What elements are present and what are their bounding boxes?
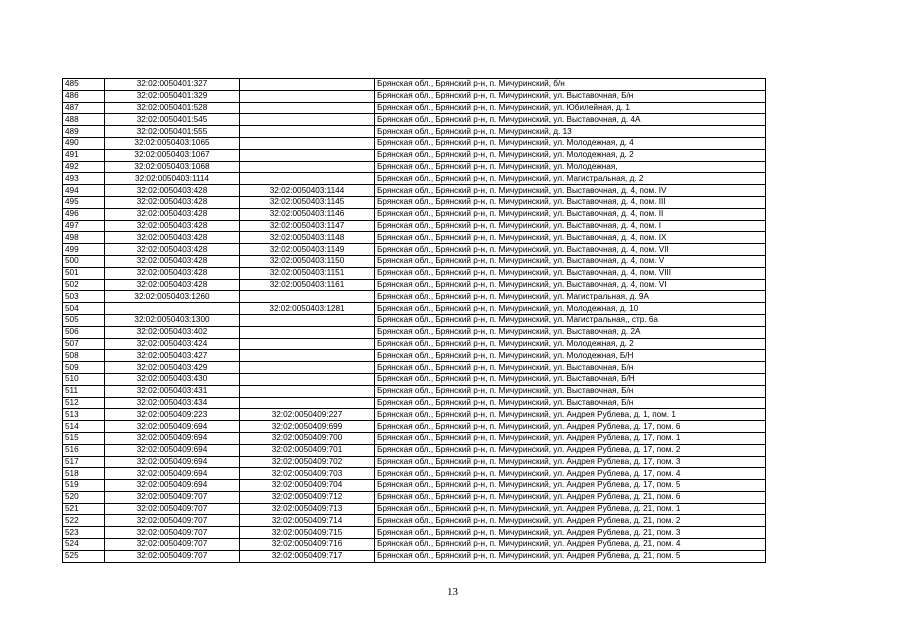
address-cell: Брянская обл., Брянский р-н, п. Мичуринский, ул. Выставочная, Б/н — [375, 385, 766, 397]
sub-object-number-cell — [240, 397, 375, 409]
table-row — [63, 149, 766, 161]
sub-object-number-cell — [240, 326, 375, 338]
address-cell: Брянская обл., Брянский р-н, п. Мичуринский, ул. Выставочная, Б/н — [375, 90, 766, 102]
sub-object-number-cell: 32:02:0050409:717 — [240, 550, 375, 562]
row-number-cell: 506 — [63, 326, 105, 338]
sub-object-number-cell — [240, 90, 375, 102]
sub-object-number-cell: 32:02:0050409:716 — [240, 539, 375, 551]
address-cell: Брянская обл., Брянский р-н, п. Мичуринский, ул. Андрея Рублева, д. 21, пом. 3 — [375, 527, 766, 539]
row-number-cell: 525 — [63, 550, 105, 562]
cadastral-number-cell: 32:02:0050403:429 — [105, 362, 240, 374]
table-row — [63, 409, 766, 421]
table-row — [63, 503, 766, 515]
sub-object-number-cell — [240, 126, 375, 138]
cadastral-number-cell: 32:02:0050403:428 — [105, 208, 240, 220]
cadastral-number-cell: 32:02:0050409:694 — [105, 468, 240, 480]
sub-object-number-cell: 32:02:0050409:701 — [240, 444, 375, 456]
address-cell: Брянская обл., Брянский р-н, п. Мичуринский, ул. Выставочная, д. 4, пом. IV — [375, 185, 766, 197]
property-registry-table — [62, 78, 766, 563]
address-cell: Брянская обл., Брянский р-н, п. Мичуринский, ул. Андрея Рублева, д. 21, пом. 5 — [375, 550, 766, 562]
table-row — [63, 373, 766, 385]
row-number-cell: 494 — [63, 185, 105, 197]
sub-object-number-cell: 32:02:0050409:712 — [240, 491, 375, 503]
address-cell: Брянская обл., Брянский р-н, п. Мичуринский, ул. Андрея Рублева, д. 21, пом. 4 — [375, 539, 766, 551]
table-row — [63, 432, 766, 444]
sub-object-number-cell: 32:02:0050403:1147 — [240, 220, 375, 232]
row-number-cell: 504 — [63, 303, 105, 315]
address-cell: Брянская обл., Брянский р-н, п. Мичуринский, ул. Выставочная, д. 4, пом. IX — [375, 232, 766, 244]
table-row — [63, 185, 766, 197]
address-cell: Брянская обл., Брянский р-н, п. Мичуринский, ул. Магистральная,, стр. 6а — [375, 314, 766, 326]
address-cell: Брянская обл., Брянский р-н, п. Мичуринский, ул. Андрея Рублева, д. 17, пом. 6 — [375, 421, 766, 433]
sub-object-number-cell: 32:02:0050403:1149 — [240, 244, 375, 256]
table-row — [63, 232, 766, 244]
address-cell: Брянская обл., Брянский р-н, п. Мичуринский, ул. Молодежная, д. 2 — [375, 338, 766, 350]
sub-object-number-cell: 32:02:0050409:227 — [240, 409, 375, 421]
sub-object-number-cell: 32:02:0050409:702 — [240, 456, 375, 468]
sub-object-number-cell: 32:02:0050409:700 — [240, 432, 375, 444]
row-number-cell: 491 — [63, 149, 105, 161]
sub-object-number-cell — [240, 173, 375, 185]
cadastral-number-cell: 32:02:0050403:428 — [105, 220, 240, 232]
cadastral-number-cell: 32:02:0050403:402 — [105, 326, 240, 338]
address-cell: Брянская обл., Брянский р-н, п. Мичуринский, ул. Молодежная, д. 10 — [375, 303, 766, 315]
row-number-cell: 508 — [63, 350, 105, 362]
cadastral-number-cell: 32:02:0050409:223 — [105, 409, 240, 421]
sub-object-number-cell — [240, 137, 375, 149]
table-row — [63, 421, 766, 433]
cadastral-number-cell: 32:02:0050401:327 — [105, 79, 240, 91]
cadastral-number-cell: 32:02:0050403:427 — [105, 350, 240, 362]
table-row — [63, 326, 766, 338]
address-cell: Брянская обл., Брянский р-н, п. Мичуринский, ул. Выставочная, д. 4, пом. VII — [375, 244, 766, 256]
row-number-cell: 498 — [63, 232, 105, 244]
sub-object-number-cell: 32:02:0050403:1146 — [240, 208, 375, 220]
sub-object-number-cell: 32:02:0050403:1148 — [240, 232, 375, 244]
table-row — [63, 255, 766, 267]
row-number-cell: 517 — [63, 456, 105, 468]
table-row — [63, 350, 766, 362]
address-cell: Брянская обл., Брянский р-н, п. Мичуринский, ул. Юбилейная, д. 1 — [375, 102, 766, 114]
table-row — [63, 208, 766, 220]
row-number-cell: 514 — [63, 421, 105, 433]
sub-object-number-cell: 32:02:0050403:1161 — [240, 279, 375, 291]
cadastral-number-cell: 32:02:0050403:428 — [105, 185, 240, 197]
address-cell: Брянская обл., Брянский р-н, п. Мичуринский, ул. Андрея Рублева, д. 21, пом. 2 — [375, 515, 766, 527]
cadastral-number-cell: 32:02:0050403:1260 — [105, 291, 240, 303]
cadastral-number-cell: 32:02:0050409:707 — [105, 491, 240, 503]
sub-object-number-cell — [240, 362, 375, 374]
table-row — [63, 385, 766, 397]
sub-object-number-cell: 32:02:0050403:1281 — [240, 303, 375, 315]
table-row — [63, 515, 766, 527]
table-row — [63, 114, 766, 126]
address-cell: Брянская обл., Брянский р-н, п. Мичуринский, б/н — [375, 79, 766, 91]
cadastral-number-cell: 32:02:0050403:1068 — [105, 161, 240, 173]
cadastral-number-cell: 32:02:0050403:428 — [105, 279, 240, 291]
address-cell: Брянская обл., Брянский р-н, п. Мичуринский, ул. Молодежная, д. 4 — [375, 137, 766, 149]
address-cell: Брянская обл., Брянский р-н, п. Мичуринский, ул. Андрея Рублева, д. 17, пом. 4 — [375, 468, 766, 480]
cadastral-number-cell: 32:02:0050403:430 — [105, 373, 240, 385]
cadastral-number-cell: 32:02:0050409:707 — [105, 503, 240, 515]
table-row — [63, 338, 766, 350]
cadastral-number-cell: 32:02:0050401:528 — [105, 102, 240, 114]
address-cell: Брянская обл., Брянский р-н, п. Мичуринский, ул. Андрея Рублева, д. 17, пом. 2 — [375, 444, 766, 456]
address-cell: Брянская обл., Брянский р-н, п. Мичуринский, ул. Андрея Рублева, д. 17, пом. 1 — [375, 432, 766, 444]
cadastral-number-cell: 32:02:0050403:428 — [105, 267, 240, 279]
table-row — [63, 244, 766, 256]
cadastral-number-cell: 32:02:0050403:1114 — [105, 173, 240, 185]
address-cell: Брянская обл., Брянский р-н, п. Мичуринский, ул. Молодежная, Б/Н — [375, 350, 766, 362]
table-body — [63, 79, 766, 563]
cadastral-number-cell: 32:02:0050409:694 — [105, 421, 240, 433]
cadastral-number-cell: 32:02:0050403:428 — [105, 232, 240, 244]
sub-object-number-cell: 32:02:0050409:703 — [240, 468, 375, 480]
cadastral-number-cell: 32:02:0050403:434 — [105, 397, 240, 409]
row-number-cell: 524 — [63, 539, 105, 551]
address-cell: Брянская обл., Брянский р-н, п. Мичуринский, ул. Выставочная, Б/Н — [375, 373, 766, 385]
cadastral-number-cell: 32:02:0050409:707 — [105, 527, 240, 539]
table-row — [63, 291, 766, 303]
row-number-cell: 518 — [63, 468, 105, 480]
row-number-cell: 509 — [63, 362, 105, 374]
cadastral-number-cell: 32:02:0050409:694 — [105, 456, 240, 468]
address-cell: Брянская обл., Брянский р-н, п. Мичуринский, ул. Выставочная, д. 2А — [375, 326, 766, 338]
cadastral-number-cell: 32:02:0050409:707 — [105, 539, 240, 551]
table-row — [63, 196, 766, 208]
sub-object-number-cell — [240, 149, 375, 161]
address-cell: Брянская обл., Брянский р-н, п. Мичуринский, ул. Магистральная, д. 9А — [375, 291, 766, 303]
row-number-cell: 485 — [63, 79, 105, 91]
row-number-cell: 507 — [63, 338, 105, 350]
row-number-cell: 493 — [63, 173, 105, 185]
row-number-cell: 519 — [63, 480, 105, 492]
cadastral-number-cell: 32:02:0050409:694 — [105, 480, 240, 492]
sub-object-number-cell — [240, 161, 375, 173]
sub-object-number-cell — [240, 373, 375, 385]
sub-object-number-cell — [240, 350, 375, 362]
sub-object-number-cell: 32:02:0050403:1145 — [240, 196, 375, 208]
sub-object-number-cell: 32:02:0050403:1150 — [240, 255, 375, 267]
row-number-cell: 487 — [63, 102, 105, 114]
sub-object-number-cell: 32:02:0050409:714 — [240, 515, 375, 527]
address-cell: Брянская обл., Брянский р-н, п. Мичуринский, ул. Выставочная, д. 4, пом. VI — [375, 279, 766, 291]
table-row — [63, 480, 766, 492]
sub-object-number-cell — [240, 291, 375, 303]
table-row — [63, 491, 766, 503]
table-row — [63, 468, 766, 480]
sub-object-number-cell — [240, 338, 375, 350]
address-cell: Брянская обл., Брянский р-н, п. Мичуринский, ул. Выставочная, д. 4, пом. VIII — [375, 267, 766, 279]
cadastral-number-cell: 32:02:0050403:1067 — [105, 149, 240, 161]
address-cell: Брянская обл., Брянский р-н, п. Мичуринский, ул. Выставочная, д. 4А — [375, 114, 766, 126]
sub-object-number-cell: 32:02:0050409:699 — [240, 421, 375, 433]
sub-object-number-cell: 32:02:0050403:1151 — [240, 267, 375, 279]
row-number-cell: 516 — [63, 444, 105, 456]
address-cell: Брянская обл., Брянский р-н, п. Мичуринский, ул. Выставочная, Б/н — [375, 362, 766, 374]
row-number-cell: 499 — [63, 244, 105, 256]
address-cell: Брянская обл., Брянский р-н, п. Мичуринский, ул. Магистральная, д. 2 — [375, 173, 766, 185]
sub-object-number-cell: 32:02:0050409:704 — [240, 480, 375, 492]
row-number-cell: 488 — [63, 114, 105, 126]
table-row — [63, 539, 766, 551]
row-number-cell: 496 — [63, 208, 105, 220]
table-row — [63, 314, 766, 326]
cadastral-number-cell: 32:02:0050401:329 — [105, 90, 240, 102]
row-number-cell: 500 — [63, 255, 105, 267]
table-row — [63, 161, 766, 173]
address-cell: Брянская обл., Брянский р-н, п. Мичуринский, ул. Выставочная, д. 4, пом. I — [375, 220, 766, 232]
cadastral-number-cell: 32:02:0050403:428 — [105, 255, 240, 267]
address-cell: Брянская обл., Брянский р-н, п. Мичуринский, ул. Андрея Рублева, д. 1, пом. 1 — [375, 409, 766, 421]
table-row — [63, 550, 766, 562]
row-number-cell: 497 — [63, 220, 105, 232]
address-cell: Брянская обл., Брянский р-н, п. Мичуринский, ул. Выставочная, д. 4, пом. II — [375, 208, 766, 220]
cadastral-number-cell: 32:02:0050403:1300 — [105, 314, 240, 326]
table-row — [63, 102, 766, 114]
cadastral-number-cell: 32:02:0050409:694 — [105, 432, 240, 444]
table-row — [63, 220, 766, 232]
cadastral-number-cell: 32:02:0050403:1065 — [105, 137, 240, 149]
cadastral-number-cell: 32:02:0050401:555 — [105, 126, 240, 138]
sub-object-number-cell: 32:02:0050409:713 — [240, 503, 375, 515]
row-number-cell: 502 — [63, 279, 105, 291]
table-row — [63, 90, 766, 102]
table-row — [63, 456, 766, 468]
address-cell: Брянская обл., Брянский р-н, п. Мичуринский, ул. Андрея Рублева, д. 17, пом. 3 — [375, 456, 766, 468]
cadastral-number-cell: 32:02:0050409:694 — [105, 444, 240, 456]
cadastral-number-cell: 32:02:0050403:428 — [105, 196, 240, 208]
row-number-cell: 522 — [63, 515, 105, 527]
address-cell: Брянская обл., Брянский р-н, п. Мичуринский, ул. Молодежная, — [375, 161, 766, 173]
cadastral-number-cell: 32:02:0050401:545 — [105, 114, 240, 126]
table-row — [63, 397, 766, 409]
row-number-cell: 513 — [63, 409, 105, 421]
row-number-cell: 523 — [63, 527, 105, 539]
row-number-cell: 520 — [63, 491, 105, 503]
row-number-cell: 486 — [63, 90, 105, 102]
sub-object-number-cell: 32:02:0050403:1144 — [240, 185, 375, 197]
sub-object-number-cell — [240, 314, 375, 326]
address-cell: Брянская обл., Брянский р-н, п. Мичуринский, ул. Молодежная, д. 2 — [375, 149, 766, 161]
address-cell: Брянская обл., Брянский р-н, п. Мичуринский, д. 13 — [375, 126, 766, 138]
cadastral-number-cell: 32:02:0050409:707 — [105, 515, 240, 527]
sub-object-number-cell — [240, 114, 375, 126]
sub-object-number-cell — [240, 79, 375, 91]
row-number-cell: 492 — [63, 161, 105, 173]
address-cell: Брянская обл., Брянский р-н, п. Мичуринский, ул. Андрея Рублева, д. 21, пом. 1 — [375, 503, 766, 515]
row-number-cell: 501 — [63, 267, 105, 279]
page-number: 13 — [447, 586, 458, 598]
cadastral-number-cell: 32:02:0050403:424 — [105, 338, 240, 350]
sub-object-number-cell — [240, 385, 375, 397]
table-row — [63, 527, 766, 539]
table-row — [63, 267, 766, 279]
row-number-cell: 512 — [63, 397, 105, 409]
address-cell: Брянская обл., Брянский р-н, п. Мичуринский, ул. Выставочная, д. 4, пом. V — [375, 255, 766, 267]
table-row — [63, 303, 766, 315]
row-number-cell: 489 — [63, 126, 105, 138]
table-row — [63, 444, 766, 456]
table-row — [63, 362, 766, 374]
cadastral-number-cell: 32:02:0050403:428 — [105, 244, 240, 256]
row-number-cell: 510 — [63, 373, 105, 385]
row-number-cell: 503 — [63, 291, 105, 303]
table-row — [63, 137, 766, 149]
cadastral-number-cell — [105, 303, 240, 315]
address-cell: Брянская обл., Брянский р-н, п. Мичуринский, ул. Выставочная, д. 4, пом. III — [375, 196, 766, 208]
row-number-cell: 495 — [63, 196, 105, 208]
sub-object-number-cell: 32:02:0050409:715 — [240, 527, 375, 539]
address-cell: Брянская обл., Брянский р-н, п. Мичуринский, ул. Андрея Рублева, д. 17, пом. 5 — [375, 480, 766, 492]
address-cell: Брянская обл., Брянский р-н, п. Мичуринский, ул. Выставочная, Б/н — [375, 397, 766, 409]
row-number-cell: 505 — [63, 314, 105, 326]
table-row — [63, 173, 766, 185]
table-row — [63, 279, 766, 291]
table-row — [63, 79, 766, 91]
row-number-cell: 490 — [63, 137, 105, 149]
table-row — [63, 126, 766, 138]
row-number-cell: 515 — [63, 432, 105, 444]
row-number-cell: 511 — [63, 385, 105, 397]
row-number-cell: 521 — [63, 503, 105, 515]
sub-object-number-cell — [240, 102, 375, 114]
address-cell: Брянская обл., Брянский р-н, п. Мичуринский, ул. Андрея Рублева, д. 21, пом. 6 — [375, 491, 766, 503]
cadastral-number-cell: 32:02:0050409:707 — [105, 550, 240, 562]
cadastral-number-cell: 32:02:0050403:431 — [105, 385, 240, 397]
